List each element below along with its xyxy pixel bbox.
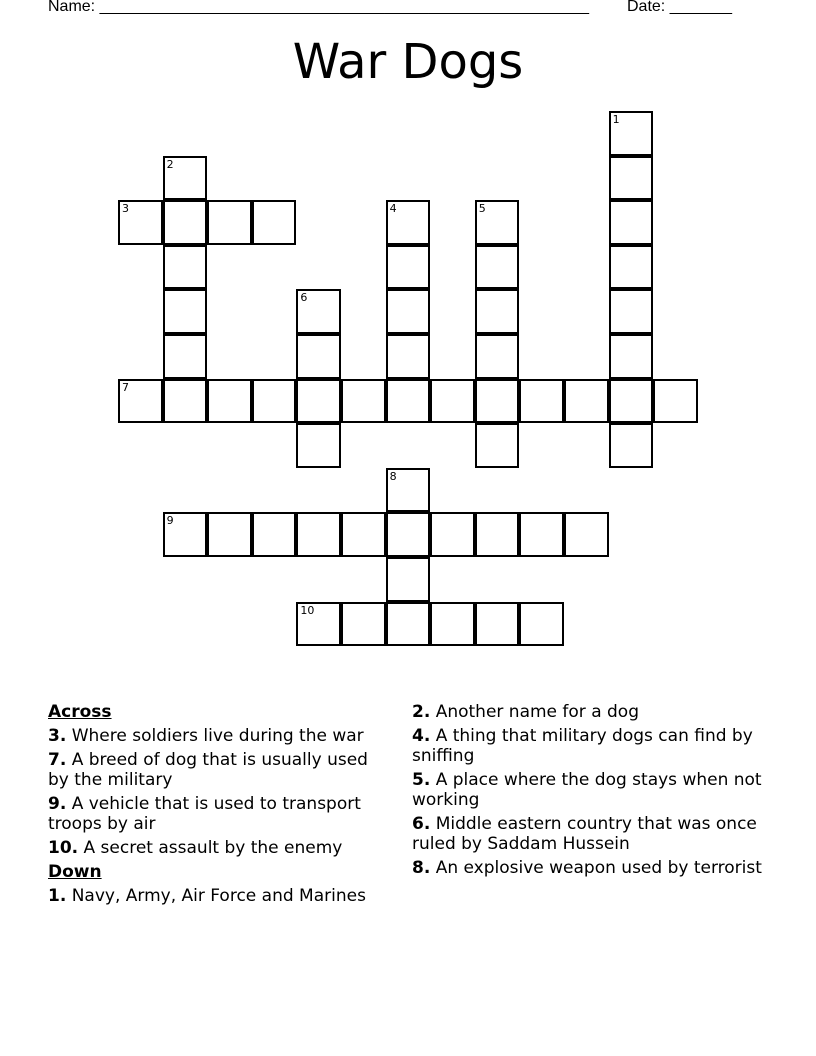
grid-cell[interactable] <box>296 602 341 647</box>
grid-cell[interactable] <box>475 334 520 379</box>
grid-cell[interactable] <box>207 200 252 245</box>
clue-text: A place where the dog stays when not working <box>412 770 762 810</box>
clue-across-10 <box>48 838 388 858</box>
clue-number: 10. <box>48 838 79 858</box>
grid-cell[interactable] <box>163 334 208 379</box>
clue-text: A secret assault by the enemy <box>78 838 343 858</box>
clue-text: Navy, Army, Air Force and Marines <box>66 886 366 906</box>
clue-text: A breed of dog that is usually used by the military <box>48 750 368 790</box>
clue-number: 1. <box>48 886 67 906</box>
grid-cell[interactable] <box>163 200 208 245</box>
down-heading: Down <box>48 862 102 882</box>
grid-cell[interactable] <box>386 334 431 379</box>
clue-text: A vehicle that is used to transport troops by air <box>48 794 361 834</box>
page-title: War Dogs <box>292 34 524 90</box>
grid-cell[interactable] <box>341 602 386 647</box>
clue-number-label: 8 <box>389 469 397 483</box>
grid-cell[interactable] <box>386 200 431 245</box>
clue-down-2 <box>412 702 762 722</box>
grid-cell[interactable] <box>341 512 386 557</box>
grid-cell[interactable] <box>475 245 520 290</box>
clue-text: An explosive weapon used by terrorist <box>430 858 762 878</box>
clue-number: 4. <box>412 726 431 746</box>
grid-cell[interactable] <box>609 245 654 290</box>
across-heading: Across <box>48 702 112 722</box>
grid-cell[interactable] <box>386 602 431 647</box>
grid-cell[interactable] <box>207 512 252 557</box>
grid-cell[interactable] <box>430 379 475 424</box>
clue-down-6 <box>412 814 762 854</box>
name-field[interactable]: Name: _______________________________________________________ <box>48 0 589 15</box>
grid-cell[interactable] <box>252 200 297 245</box>
grid-cell[interactable] <box>430 602 475 647</box>
grid-cell[interactable] <box>163 156 208 201</box>
grid-cell[interactable] <box>386 289 431 334</box>
grid-cell[interactable] <box>252 512 297 557</box>
grid-cell[interactable] <box>207 379 252 424</box>
grid-cell[interactable] <box>430 512 475 557</box>
grid-cell[interactable] <box>296 379 341 424</box>
grid-cell[interactable] <box>475 512 520 557</box>
grid-cell[interactable] <box>386 379 431 424</box>
clue-number: 6. <box>412 814 431 834</box>
clue-number-label: 1 <box>612 113 620 126</box>
clue-number-label: 5 <box>478 202 486 216</box>
grid-cell[interactable] <box>609 156 654 201</box>
clue-text: Another name for a dog <box>430 702 639 722</box>
clue-number: 7. <box>48 750 67 770</box>
grid-cell[interactable] <box>163 512 208 557</box>
grid-cell[interactable] <box>475 423 520 468</box>
grid-cell[interactable] <box>609 111 654 156</box>
clue-number: 8. <box>412 858 431 878</box>
grid-cell[interactable] <box>296 334 341 379</box>
grid-cell[interactable] <box>609 379 654 424</box>
clue-number: 2. <box>412 702 431 722</box>
grid-cell[interactable] <box>519 602 564 647</box>
date-field[interactable]: Date: _______ <box>627 0 732 15</box>
clue-number-label: 9 <box>166 514 174 528</box>
grid-cell[interactable] <box>296 289 341 334</box>
clue-number-label: 2 <box>166 157 174 171</box>
grid-cell[interactable] <box>519 379 564 424</box>
clue-text: Where soldiers live during the war <box>66 726 364 746</box>
grid-cell[interactable] <box>609 423 654 468</box>
grid-cell[interactable] <box>519 512 564 557</box>
grid-cell[interactable] <box>163 289 208 334</box>
clue-number: 5. <box>412 770 431 790</box>
grid-cell[interactable] <box>475 602 520 647</box>
grid-cell[interactable] <box>252 379 297 424</box>
clue-number-label: 7 <box>122 380 129 394</box>
clue-number: 3. <box>48 726 67 746</box>
grid-cell[interactable] <box>653 379 698 424</box>
clue-down-4 <box>412 726 762 766</box>
grid-cell[interactable] <box>609 200 654 245</box>
clue-number-label: 3 <box>122 202 129 216</box>
grid-cell[interactable] <box>609 289 654 334</box>
clue-text: Middle eastern country that was once ruled by Saddam Hussein <box>412 814 757 854</box>
grid-cell[interactable] <box>341 379 386 424</box>
clues-right <box>412 702 762 882</box>
clues-left <box>48 702 388 910</box>
grid-cell[interactable] <box>118 379 163 424</box>
grid-cell[interactable] <box>386 245 431 290</box>
grid-cell[interactable] <box>163 379 208 424</box>
grid-cell[interactable] <box>386 468 431 513</box>
grid-cell[interactable] <box>386 512 431 557</box>
clue-across-3 <box>48 726 388 746</box>
clue-down-8 <box>412 858 762 878</box>
grid-cell[interactable] <box>118 200 163 245</box>
clue-number-label: 6 <box>300 291 308 305</box>
grid-cell[interactable] <box>564 512 609 557</box>
grid-cell[interactable] <box>163 245 208 290</box>
clue-across-9 <box>48 794 388 834</box>
clue-number-label: 10 <box>300 603 315 617</box>
grid-cell[interactable] <box>475 289 520 334</box>
grid-cell[interactable] <box>296 423 341 468</box>
grid-cell[interactable] <box>475 379 520 424</box>
grid-cell[interactable] <box>296 512 341 557</box>
grid-cell[interactable] <box>564 379 609 424</box>
clue-down-1 <box>48 886 388 906</box>
clue-across-7 <box>48 750 388 790</box>
grid-cell[interactable] <box>609 334 654 379</box>
clue-down-5 <box>412 770 762 810</box>
clue-number-label: 4 <box>389 202 397 216</box>
clue-text: A thing that military dogs can find by sniffing <box>412 726 753 766</box>
grid-cell[interactable] <box>475 200 520 245</box>
clue-number: 9. <box>48 794 67 814</box>
grid-cell[interactable] <box>386 557 431 602</box>
